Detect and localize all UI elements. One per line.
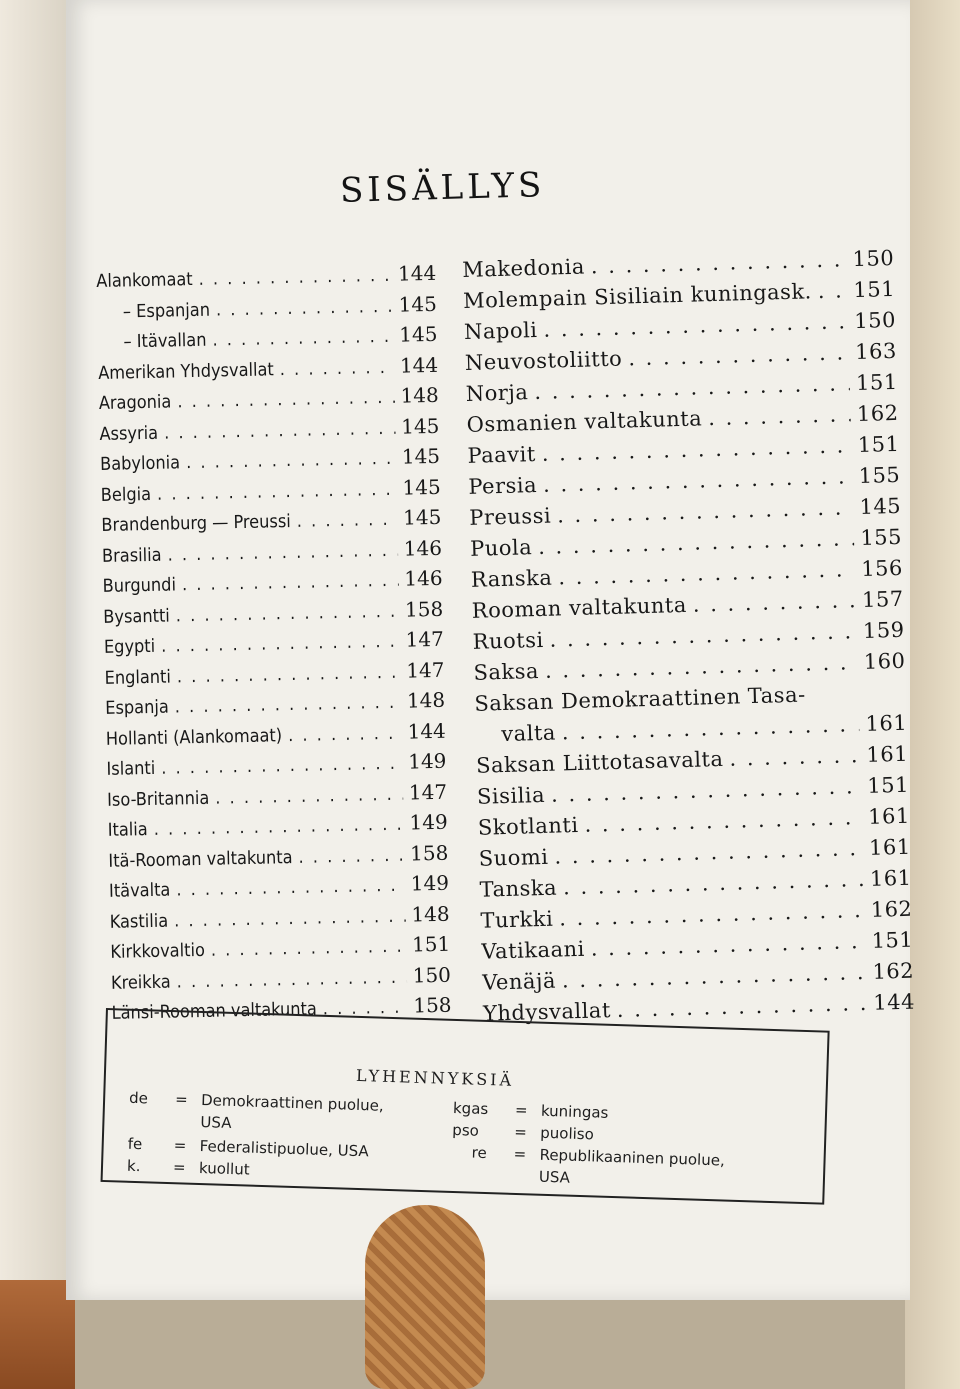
toc-entry-page: 144	[399, 352, 439, 378]
leader-dots	[212, 326, 393, 351]
toc-entry-page: 163	[854, 338, 898, 365]
abbr-key: pso	[452, 1120, 480, 1140]
abbr-value: puoliso	[540, 1123, 595, 1144]
toc-entry-page: 145	[398, 291, 438, 317]
toc-entry-page: 145	[402, 504, 442, 530]
toc-entry-label: Neuvostoliitto	[464, 346, 623, 375]
abbr-value: USA	[200, 1113, 232, 1132]
toc-entry-label: Molempain Sisiliain kuningask.	[462, 279, 813, 313]
leader-dots	[298, 844, 404, 867]
toc-entry-label: Turkki	[480, 906, 554, 933]
abbr-value: Federalistipuolue, USA	[199, 1137, 369, 1161]
toc-entry-page: 161	[867, 803, 911, 829]
leader-dots	[175, 692, 402, 718]
abbr-key: re	[471, 1143, 487, 1163]
leader-dots	[161, 753, 402, 779]
toc-entry-label: – Espanjan	[122, 299, 211, 322]
toc-entry-label: Italia	[107, 819, 148, 841]
toc-entry-page: 151	[855, 369, 898, 396]
abbreviations-title: LYHENNYKSIÄ	[355, 1065, 515, 1090]
toc-entry-label: Rooman valtakunta	[471, 592, 688, 623]
toc-entry-label: Yhdysvallat	[482, 998, 612, 1026]
leader-dots	[198, 265, 392, 290]
toc-entry-page: 156	[860, 555, 904, 581]
toc-entry-label: Vatikaani	[481, 936, 586, 964]
toc-entry-page: 161	[866, 741, 909, 767]
toc-entry-page: 145	[859, 493, 902, 519]
leader-dots	[177, 387, 395, 413]
toc-entry-label: Babylonia	[99, 452, 181, 475]
leader-dots	[154, 814, 404, 840]
leader-dots	[182, 570, 399, 596]
toc-entry-page: 148	[400, 382, 439, 408]
leader-dots	[157, 478, 397, 504]
toc-entry-label: Osmanien valtakunta	[466, 406, 703, 437]
toc-entry-page: 149	[407, 748, 447, 774]
toc-entry-label: Kastilia	[109, 910, 169, 933]
toc-entry-label: Napoli	[463, 317, 538, 344]
abbr-eq: =	[172, 1158, 186, 1177]
toc-entry-label: Saksa	[473, 659, 540, 685]
toc-entry-label: Itävalta	[108, 879, 171, 902]
toc-entry-page: 146	[404, 565, 443, 591]
toc-entry-page: 162	[872, 958, 915, 984]
toc-entry-label: Puola	[469, 535, 533, 561]
toc-entry-label: Sisilia	[476, 782, 546, 809]
abbr-item	[129, 1089, 441, 1117]
abbr-item-continued	[200, 1113, 232, 1132]
toc-entry-page: 144	[397, 260, 437, 286]
toc-entry-page: 148	[406, 687, 446, 713]
abbr-eq: =	[514, 1100, 528, 1120]
abbr-value: kuningas	[540, 1101, 609, 1122]
toc-entry-page: 145	[402, 474, 441, 500]
toc-entry-label: Tanska	[479, 875, 558, 902]
toc-entry-label: Amerikan Yhdysvallat	[97, 358, 274, 384]
toc-entry-page: 157	[861, 586, 905, 612]
toc-entry-label: Bysantti	[103, 605, 171, 628]
toc-entry-label: Kirkkovaltio	[110, 939, 206, 963]
toc-entry-page: 158	[404, 596, 444, 622]
toc-entry-label: Egypti	[103, 635, 156, 658]
toc-entry-label: Saksan Demokraattinen Tasa-	[474, 682, 806, 716]
toc-entry-page: 155	[858, 462, 901, 489]
leader-dots	[177, 661, 401, 687]
toc-entry-label: Norja	[465, 380, 529, 406]
leader-dots	[215, 783, 403, 808]
toc-entry-label: valta	[500, 720, 557, 747]
abbr-value: Demokraattinen puolue,	[200, 1091, 384, 1115]
left-page-edge	[0, 0, 70, 1389]
toc-right-column	[462, 246, 915, 1033]
toc-entry-label: Espanja	[105, 696, 169, 719]
toc-entry-label: Burgundi	[102, 574, 177, 597]
abbr-eq: =	[173, 1136, 187, 1155]
toc-entry-page: 151	[871, 927, 914, 953]
toc-entry-page: 150	[852, 245, 895, 272]
toc-entry-page: 147	[406, 657, 445, 683]
toc-entry-label: Länsi-Rooman valtakunta	[111, 998, 318, 1024]
leader-dots	[176, 875, 405, 901]
toc-entry-page: 148	[411, 901, 450, 927]
leader-dots	[167, 539, 398, 565]
toc-entry-page: 150	[853, 307, 897, 334]
toc-entry-page: 149	[409, 809, 448, 835]
abbr-key: k.	[126, 1156, 141, 1176]
toc-entry-page: 151	[853, 276, 896, 303]
page-title: SISÄLLYS	[339, 165, 546, 211]
toc-entry-page: 150	[412, 962, 452, 988]
toc-entry-label: Brasilia	[101, 544, 162, 567]
toc-entry-label: Iso-Britannia	[106, 787, 210, 811]
toc-entry-page: 159	[862, 617, 905, 643]
toc-entry-page: 162	[856, 400, 899, 427]
toc-entry-page: 144	[873, 989, 916, 1015]
leader-dots	[297, 509, 398, 532]
toc-entry-label: Brandenburg — Preussi	[101, 510, 292, 536]
abbr-value: Republikaaninen puolue,	[539, 1145, 726, 1170]
toc-entry-label: Makedonia	[462, 254, 586, 282]
toc-entry-page: 145	[400, 413, 440, 439]
abbr-value: USA	[538, 1167, 571, 1187]
abbreviations-box	[101, 1008, 830, 1205]
toc-entry-page: 149	[410, 870, 450, 896]
toc-entry-label: Hollanti (Alankomaat)	[105, 724, 283, 750]
toc-entry-label: Ruotsi	[472, 627, 544, 654]
leader-dots	[288, 722, 402, 745]
leader-dots	[186, 448, 396, 473]
toc-entry-page: 161	[868, 834, 911, 860]
abbr-item-continued	[539, 1168, 571, 1187]
leader-dots	[708, 402, 851, 430]
toc-entry-page: 145	[401, 443, 441, 469]
toc-entry-label: Assyria	[99, 422, 159, 445]
leader-dots	[176, 600, 400, 626]
leader-dots	[174, 905, 406, 931]
toc-entry-page: 158	[409, 840, 449, 866]
toc-entry-page: 161	[865, 710, 908, 736]
toc-entry-page: 160	[863, 648, 906, 674]
abbr-key: de	[128, 1088, 149, 1108]
abbr-eq: =	[514, 1122, 528, 1142]
toc-entry-label: – Itävallan	[123, 329, 207, 353]
toc-entry-page: 162	[870, 896, 913, 922]
abbr-eq: =	[513, 1144, 527, 1164]
toc-entry-label: Suomi	[478, 844, 549, 871]
toc-entry-label: Persia	[468, 472, 538, 499]
toc-entry-page: 161	[869, 865, 912, 891]
toc-entry-label: Paavit	[467, 442, 537, 468]
toc-entry-label: Englanti	[104, 666, 172, 689]
toc-entry-page: 147	[408, 779, 448, 805]
toc-entry-page: 151	[866, 772, 910, 798]
finger-holding-page	[365, 1205, 485, 1389]
toc-left-column	[96, 261, 452, 1030]
toc-entry-label: Saksan Liittotasavalta	[475, 746, 724, 778]
abbr-key: kgas	[452, 1098, 489, 1119]
toc-entry-label: Skotlanti	[477, 812, 579, 840]
background-table	[905, 0, 960, 1389]
leader-dots	[164, 417, 396, 443]
leader-dots	[729, 743, 861, 771]
toc-entry-page: 158	[413, 992, 452, 1018]
book-cover-edge	[0, 1280, 75, 1389]
abbr-eq: =	[174, 1090, 189, 1109]
abbr-value: kuollut	[198, 1159, 250, 1179]
toc-entry-label: Venäjä	[481, 968, 557, 995]
toc-entry-label: Belgia	[100, 483, 152, 506]
toc-entry-page: 151	[857, 431, 900, 458]
toc-entry-page: 151	[411, 931, 451, 957]
leader-dots	[216, 295, 393, 320]
toc-entry-page: 144	[407, 718, 447, 744]
leader-dots	[161, 631, 400, 657]
leader-dots	[692, 588, 856, 617]
leader-dots	[211, 936, 407, 961]
toc-entry-label: Ranska	[470, 565, 553, 592]
abbr-key: fe	[127, 1134, 143, 1154]
leader-dots	[176, 966, 406, 992]
toc-entry-page: 146	[403, 535, 443, 561]
leader-dots	[628, 340, 850, 370]
toc-entry-label: Itä-Rooman valtakunta	[108, 846, 293, 872]
toc-entry-page: 147	[405, 626, 445, 652]
toc-entry-page: 145	[399, 321, 438, 347]
leader-dots	[817, 278, 847, 303]
toc-entry-page: 155	[860, 524, 903, 550]
toc-entry-label: Islanti	[106, 757, 156, 780]
toc-entry-label: Kreikka	[110, 971, 171, 994]
toc-entry-label: Aragonia	[98, 391, 172, 414]
toc-entry-label: Alankomaat	[96, 268, 193, 292]
leader-dots	[280, 356, 395, 379]
toc-entry-label: Preussi	[468, 503, 552, 530]
